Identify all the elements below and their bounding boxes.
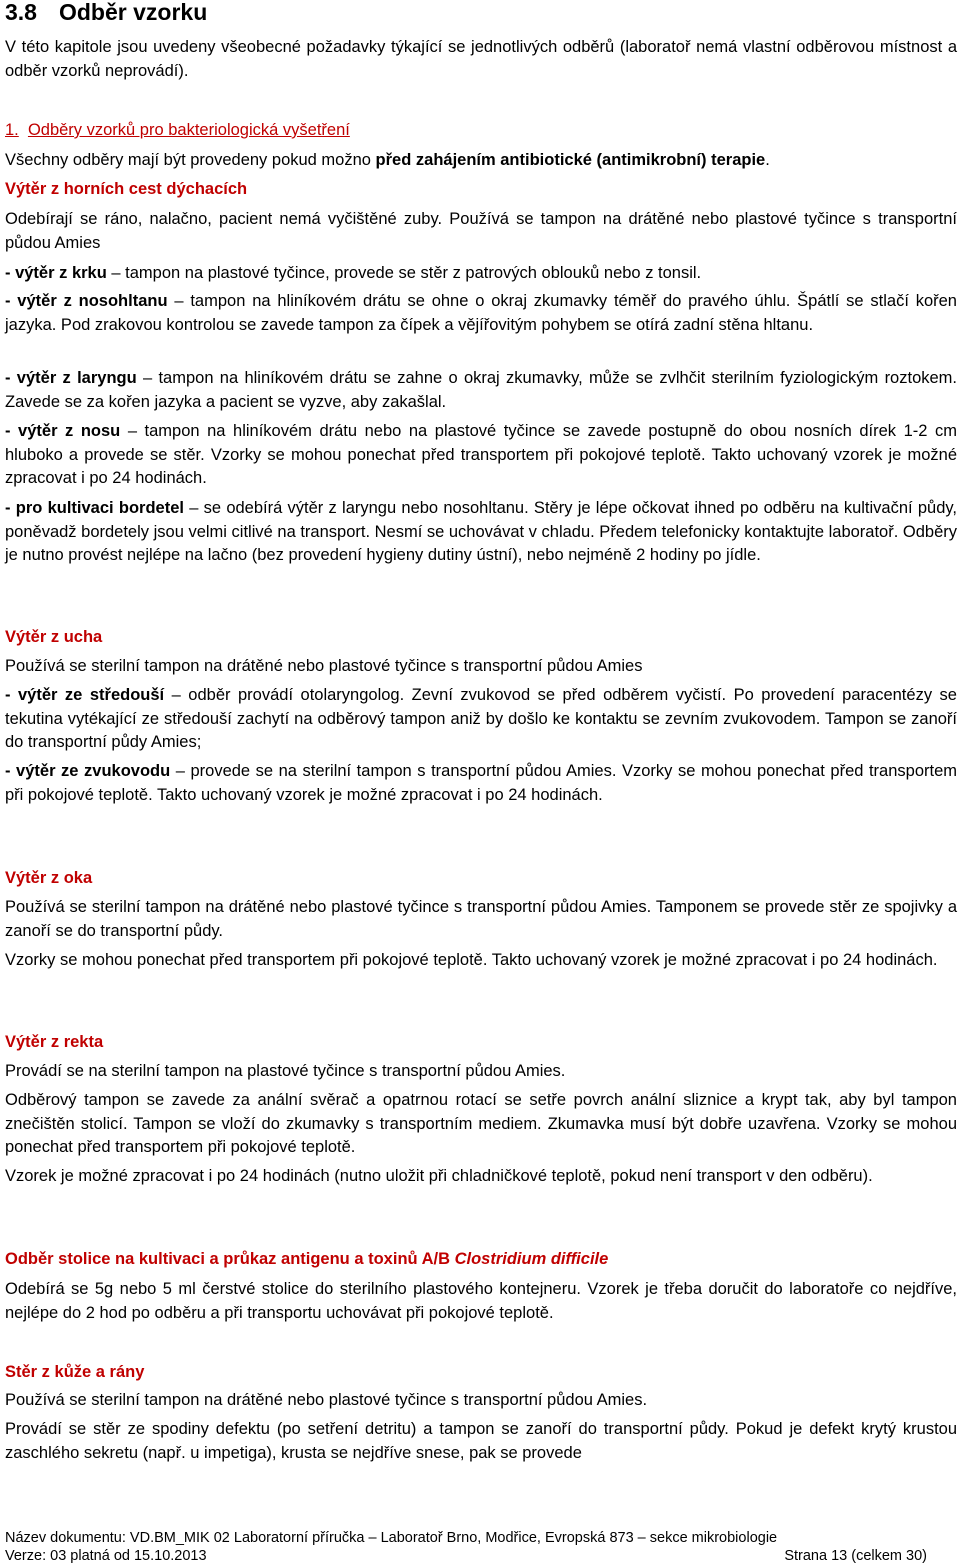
ear-text: Používá se sterilní tampon na drátěné nebo plastové tyčince s transportní půdou Amies bbox=[5, 657, 643, 675]
rectal-heading: Výtěr z rekta bbox=[5, 1033, 104, 1051]
throat-text: – tampon na plastové tyčince, provede se stěr z patrových oblouků nebo z tonsil. bbox=[106, 264, 702, 282]
nose-text: – tampon na hliníkovém drátu nebo na plastové tyčince se zavede postupně do obou nosních dírek 1-2 cm hluboko a provede se stěr. Vzorky se mohou ponechat před transportem při pokojové teplotě. Takto uchovaný vzorek je možné zpracovat i po 24 hodinách. bbox=[5, 422, 957, 487]
bact-all-bold: před zahájením antibiotické (antimikrobní) terapie bbox=[375, 151, 766, 169]
bact-heading bbox=[5, 119, 957, 143]
bordetella-text: – se odebírá výtěr z laryngu nebo nosohltanu. Stěry je lépe očkovat ihned po odběru na kultivační půdy, poněvadž bordetely jsou velmi citlivé na transport. Nesmí se uchovávat v chladu. Předem telefonicky kontaktujte laboratoř. Odběry je nutno provést nejlépe na lačno (bez provedení hygieny dutiny ústní), nebo nejméně 2 hodiny po jídle. bbox=[5, 499, 957, 564]
bact-all-end: . bbox=[765, 151, 770, 169]
rectal-text-1: Provádí se na sterilní tampon na plastové tyčince s transportní půdou Amies. bbox=[5, 1062, 566, 1080]
skin-heading: Stěr z kůže a rány bbox=[5, 1363, 145, 1381]
stool-text: Odebírá se 5g nebo 5 ml čerstvé stolice do sterilního plastového kontejneru. Vzorek je třeba doručit do laboratoře co nejdříve, nejlépe do 2 hod po odběru a při transportu uchovávat při pokojové teplotě. bbox=[5, 1280, 957, 1322]
larynx-item bbox=[5, 367, 957, 414]
middle-ear-label: - výtěr ze středouší bbox=[5, 686, 165, 704]
stool-heading bbox=[5, 1248, 957, 1272]
bordetella-label: - pro kultivaci bordetel bbox=[5, 499, 184, 517]
nasopharynx-text: – tampon na hliníkovém drátu se ohne o okraj zkumavky téměř do pravého úhlu. Špátlí se stlačí kořen jazyka. Pod zrakovou kontrolou se zavede tampon za čípek a vějířovitým pohybem se otírá zadní stěna hltanu. bbox=[5, 292, 957, 334]
ear-canal-text: – provede se na sterilní tampon s transportní půdou Amies. Vzorky se mohou ponechat před transportem při pokojové teplotě. Takto uchovaný vzorek je možné zpracovat i po 24 hodinách. bbox=[5, 762, 958, 804]
rectal-text-2: Odběrový tampon se zavede za anální svěrač a opatrnou rotací se setře povrch anální sliznice a krypt tak, aby byl tampon znečištěn stolicí. Tampon se vloží do zkumavky s transportním mediem. Zkumavka musí být dobře uzavřena. Vzorky se mohou ponechat před transportem při pokojové teplotě. bbox=[5, 1091, 957, 1156]
nose-item bbox=[5, 420, 957, 491]
rectal-text-3: Vzorek je možné zpracovat i po 24 hodinách (nutno uložit při chladničkové teplotě, pokud není transport v den odběru). bbox=[5, 1167, 873, 1185]
section-number: 3.8 bbox=[5, 0, 37, 25]
stool-heading-italic: Clostridium difficile bbox=[454, 1250, 609, 1268]
intro-paragraph: V této kapitole jsou uvedeny všeobecné požadavky týkající se jednotlivých odběrů (laboratoř nemá vlastní odběrovou místnost a odběr vzorků neprovádí). bbox=[5, 38, 957, 80]
upper-airways-text: Odebírají se ráno, nalačno, pacient nemá vyčištěné zuby. Používá se tampon na drátěné nebo plastové tyčince s transportní půdou Amies bbox=[5, 210, 957, 252]
footer-version: Verze: 03 platná od 15.10.2013 bbox=[5, 1548, 207, 1564]
ear-canal-label: - výtěr ze zvukovodu bbox=[5, 762, 171, 780]
footer-page-number: Strana 13 (celkem 30) bbox=[784, 1548, 927, 1564]
middle-ear-text: – odběr provádí otolaryngolog. Zevní zvukovod se před odběrem vyčistí. Po provedení paracentézy se tekutina vytékající ze středouší zachytí na odběrový tampon aniž by došlo ke kontaktu se zevním zvukovodem. Tampon se zanoří do transportní půdy Amies; bbox=[5, 686, 957, 751]
nose-label: - výtěr z nosu bbox=[5, 422, 121, 440]
bact-all-paragraph bbox=[5, 149, 957, 173]
eye-heading: Výtěr z oka bbox=[5, 869, 93, 887]
bordetella-item bbox=[5, 497, 957, 568]
nasopharynx-label: - výtěr z nosohltanu bbox=[5, 292, 168, 310]
skin-text-1: Používá se sterilní tampon na drátěné nebo plastové tyčince s transportní půdou Amies. bbox=[5, 1391, 648, 1409]
nasopharynx-item bbox=[5, 290, 957, 337]
eye-text-2: Vzorky se mohou ponechat před transportem při pokojové teplotě. Takto uchovaný vzorek je možné zpracovat i po 24 hodinách. bbox=[5, 951, 938, 969]
section-heading bbox=[5, 0, 207, 26]
ear-heading: Výtěr z ucha bbox=[5, 628, 103, 646]
bact-all-lead: Všechny odběry mají být provedeny pokud možno bbox=[5, 151, 376, 169]
eye-text-1: Používá se sterilní tampon na drátěné nebo plastové tyčince s transportní půdou Amies. Tamponem se provede stěr ze spojivky a zanoří se do transportní půdy. bbox=[5, 898, 957, 940]
footer-doc-name: Název dokumentu: VD.BM_MIK 02 Laboratorní příručka – Laboratoř Brno, Modřice, Evropská 873 – sekce mikrobiologie bbox=[5, 1530, 778, 1546]
footer-version-row bbox=[5, 1548, 945, 1565]
ear-canal-item bbox=[5, 760, 957, 807]
larynx-label: - výtěr z laryngu bbox=[5, 369, 137, 387]
bact-number: 1. bbox=[5, 121, 19, 139]
upper-airways-heading: Výtěr z horních cest dýchacích bbox=[5, 180, 248, 198]
throat-item bbox=[5, 262, 957, 286]
bact-title: Odběry vzorků pro bakteriologická vyšetření bbox=[27, 121, 350, 139]
skin-text-2: Provádí se stěr ze spodiny defektu (po setření detritu) a tampon se zanoří do transportní půdy. Pokud je defekt krytý krustou zaschlého sekretu (např. u impetiga), krusta se nejdříve snese, pak se provede bbox=[5, 1420, 957, 1462]
section-title: Odběr vzorku bbox=[58, 0, 208, 25]
stool-heading-text: Odběr stolice na kultivaci a průkaz antigenu a toxinů A/B bbox=[5, 1250, 455, 1268]
larynx-text: – tampon na hliníkovém drátu se zahne o okraj zkumavky, může se zvlhčit sterilním fyziologickým roztokem. Zavede se za kořen jazyka a pacient se vyzve, aby zakašlal. bbox=[5, 369, 958, 411]
middle-ear-item bbox=[5, 684, 957, 755]
throat-label: - výtěr z krku bbox=[5, 264, 107, 282]
